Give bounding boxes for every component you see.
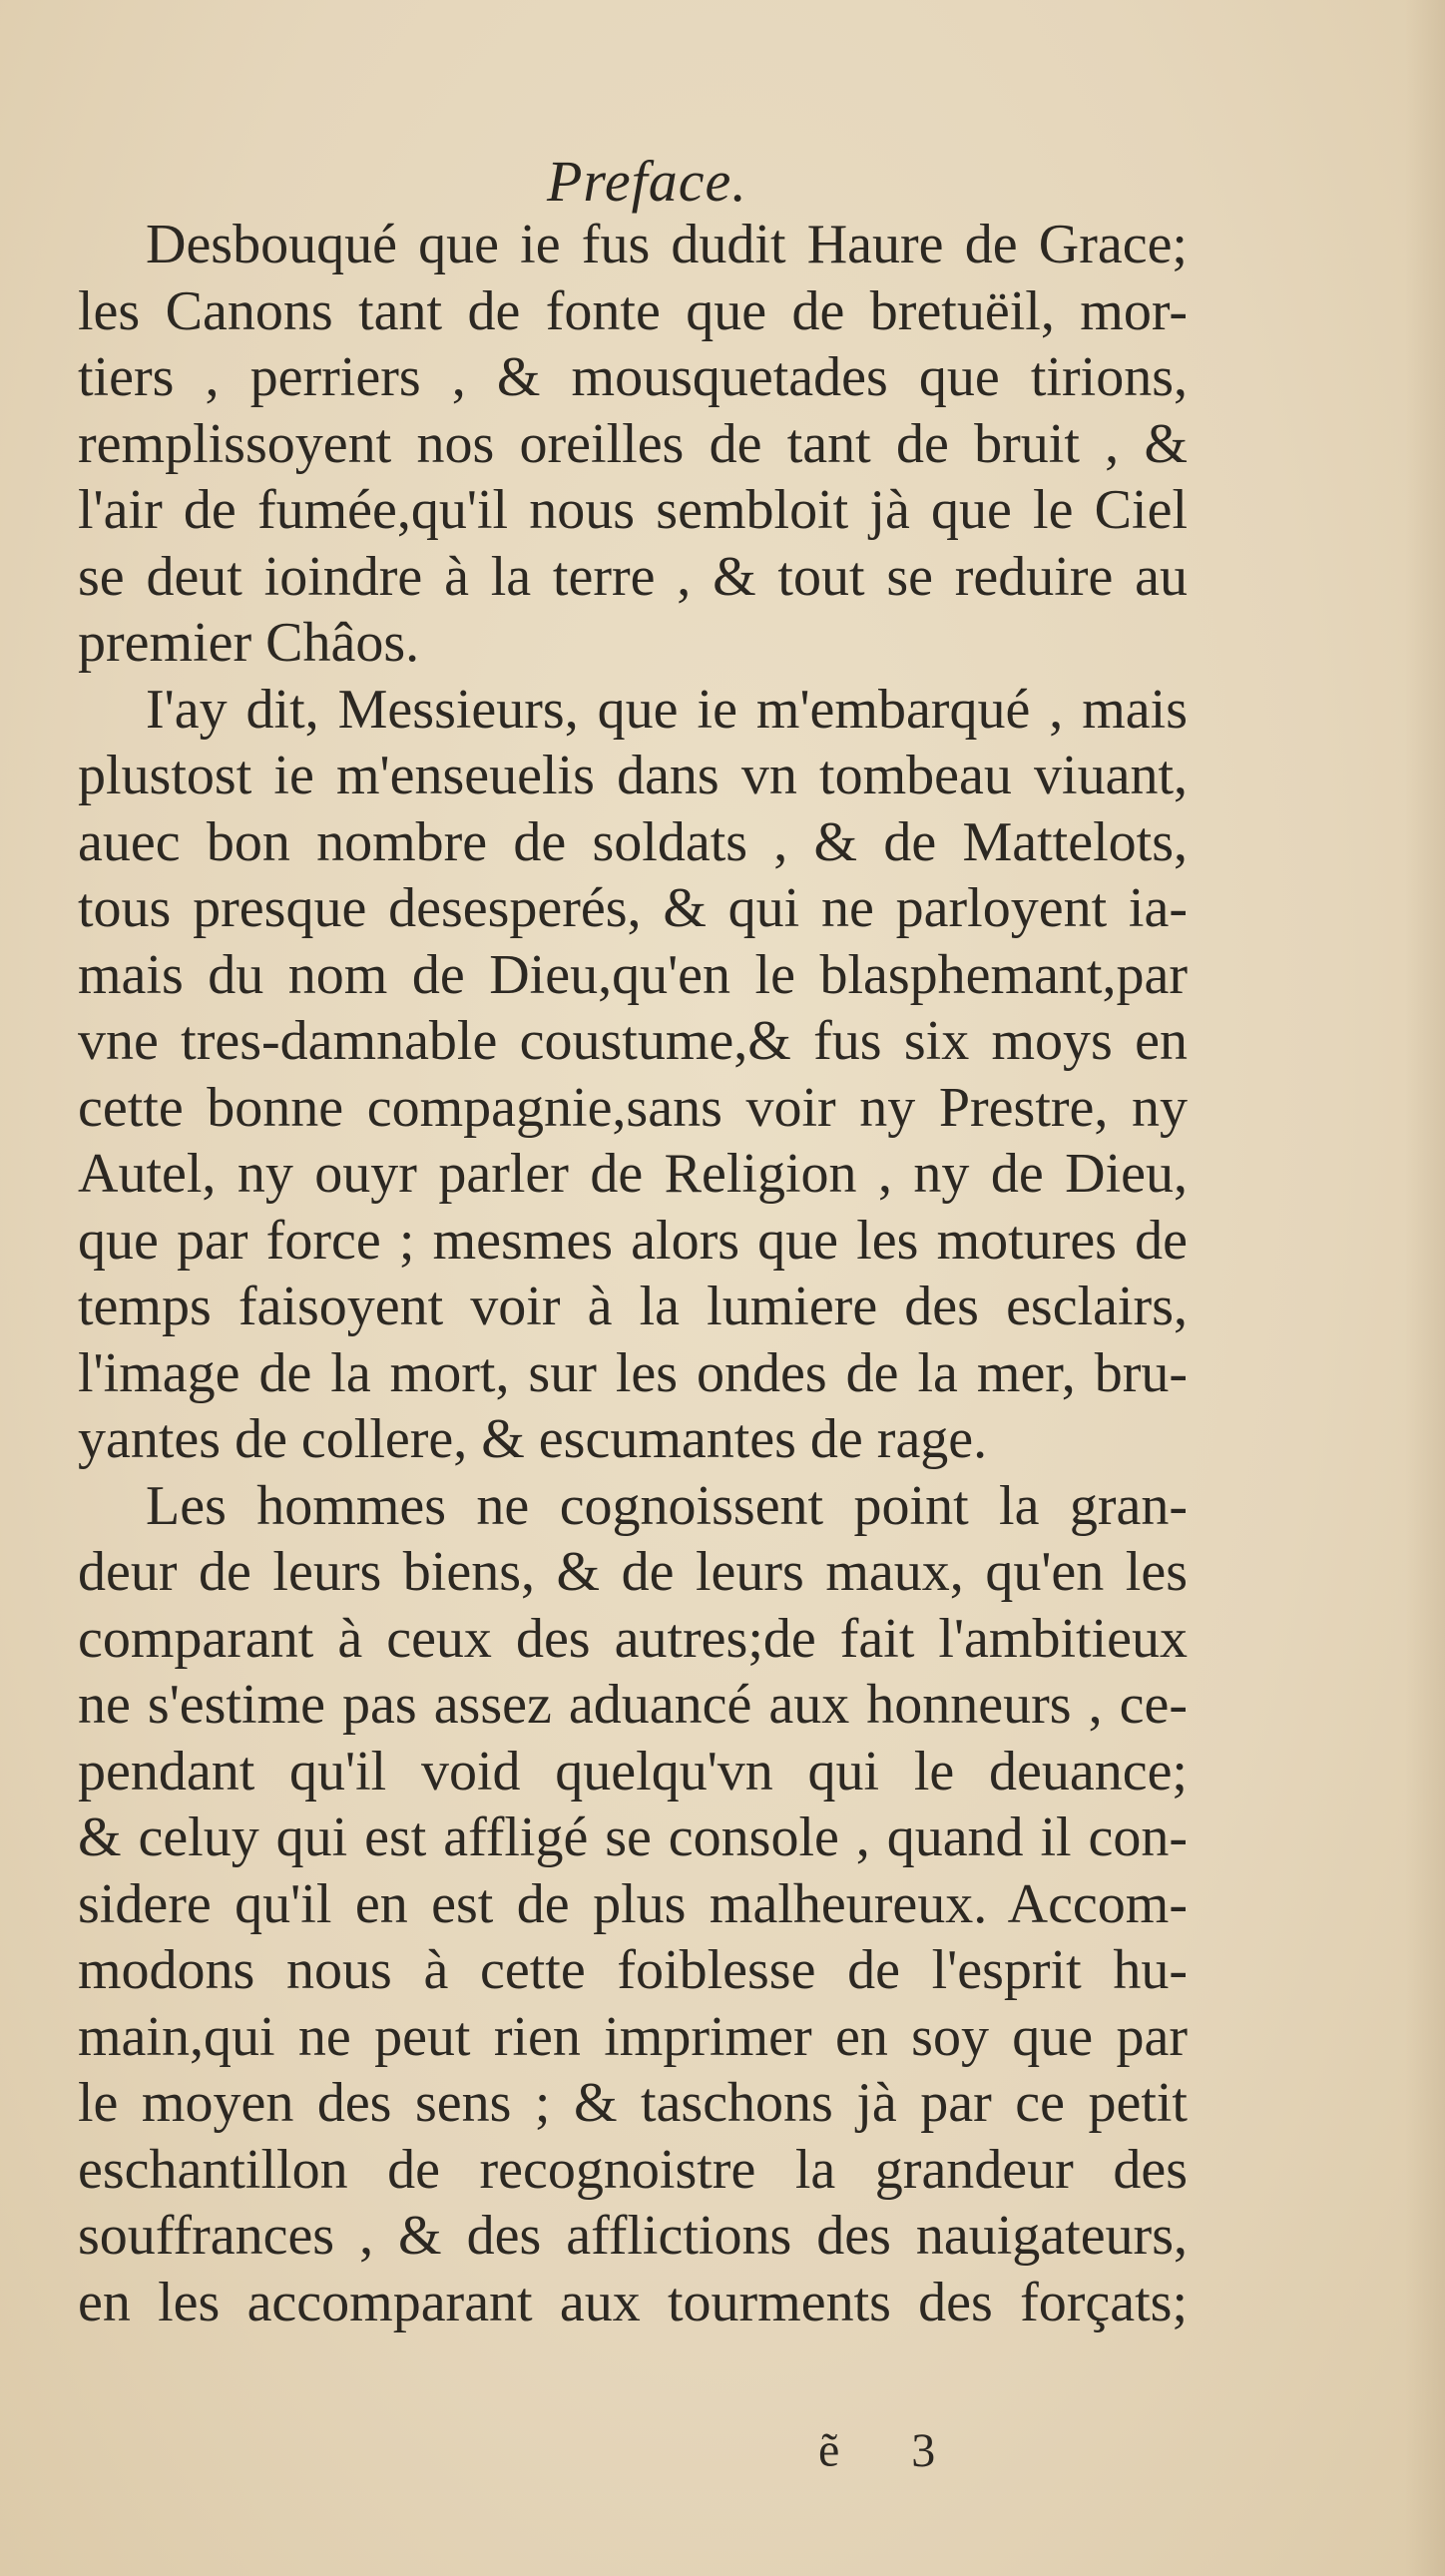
text-line: main,qui ne peut rien imprimer en soy que par bbox=[78, 2005, 1188, 2068]
text-line: se deut ioindre à la terre , & tout se reduire au bbox=[78, 545, 1188, 608]
text-line: comparant à ceux des autres;de fait l'ambitieux bbox=[78, 1607, 1188, 1670]
text-line: Les hommes ne cognoissent point la gran- bbox=[146, 1474, 1188, 1537]
text-line: Autel, ny ouyr parler de Religion , ny de Dieu, bbox=[78, 1143, 1188, 1205]
text-line: le moyen des sens ; & taschons jà par ce petit bbox=[78, 2072, 1188, 2134]
text-line: vne tres-damnable coustume,& fus six moys en bbox=[78, 1010, 1188, 1072]
text-line: tous presque desesperés, & qui ne parloyent ia- bbox=[78, 877, 1188, 939]
text-line: plustost ie m'enseuelis dans vn tombeau viuant, bbox=[78, 745, 1188, 806]
text-line: deur de leurs biens, & de leurs maux, qu'en les bbox=[78, 1541, 1188, 1603]
text-line: tiers , perriers , & mousquetades que tirions, bbox=[78, 346, 1188, 408]
text-line: pendant qu'il void quelqu'vn qui le deuance; bbox=[78, 1740, 1188, 1803]
text-line: auec bon nombre de soldats , & de Mattelots, bbox=[78, 810, 1188, 873]
text-line: cette bonne compagnie,sans voir ny Prestre, ny bbox=[78, 1076, 1188, 1139]
text-line: I'ay dit, Messieurs, que ie m'embarqué , mais bbox=[146, 678, 1188, 741]
text-line: modons nous à cette foiblesse de l'esprit hu- bbox=[78, 1939, 1188, 2001]
text-line: que par force ; mesmes alors que les motures de bbox=[78, 1209, 1188, 1272]
body-text bbox=[78, 212, 1188, 2335]
signature-mark: ẽ 3 bbox=[818, 2424, 966, 2477]
running-head: Preface. bbox=[547, 149, 747, 214]
text-line: les Canons tant de fonte que de bretuëil, mor- bbox=[78, 279, 1188, 342]
text-line: l'air de fumée,qu'il nous sembloit jà que le Ciel bbox=[78, 479, 1188, 541]
text-line: ne s'estime pas assez aduancé aux honneurs , ce- bbox=[78, 1674, 1188, 1736]
text-line: eschantillon de recognoistre la grandeur des bbox=[78, 2138, 1188, 2201]
text-line: souffrances , & des afflictions des nauigateurs, bbox=[78, 2205, 1188, 2267]
text-line: yantes de collere, & escumantes de rage. bbox=[78, 1408, 988, 1470]
text-line: sidere qu'il en est de plus malheureux. Accom- bbox=[78, 1872, 1188, 1935]
text-line: temps faisoyent voir à la lumiere des esclairs, bbox=[78, 1276, 1188, 1337]
text-line: & celuy qui est affligé se console , quand il con- bbox=[78, 1806, 1188, 1868]
text-line: Desbouqué que ie fus dudit Haure de Grace; bbox=[146, 214, 1188, 275]
text-line: remplissoyent nos oreilles de tant de bruit , & bbox=[78, 412, 1188, 475]
text-line: l'image de la mort, sur les ondes de la mer, bru- bbox=[78, 1341, 1188, 1404]
text-line: premier Châos. bbox=[78, 612, 420, 674]
text-line: en les accomparant aux tourments des forçats; bbox=[78, 2271, 1188, 2333]
text-line: mais du nom de Dieu,qu'en le blasphemant,par bbox=[78, 943, 1188, 1006]
